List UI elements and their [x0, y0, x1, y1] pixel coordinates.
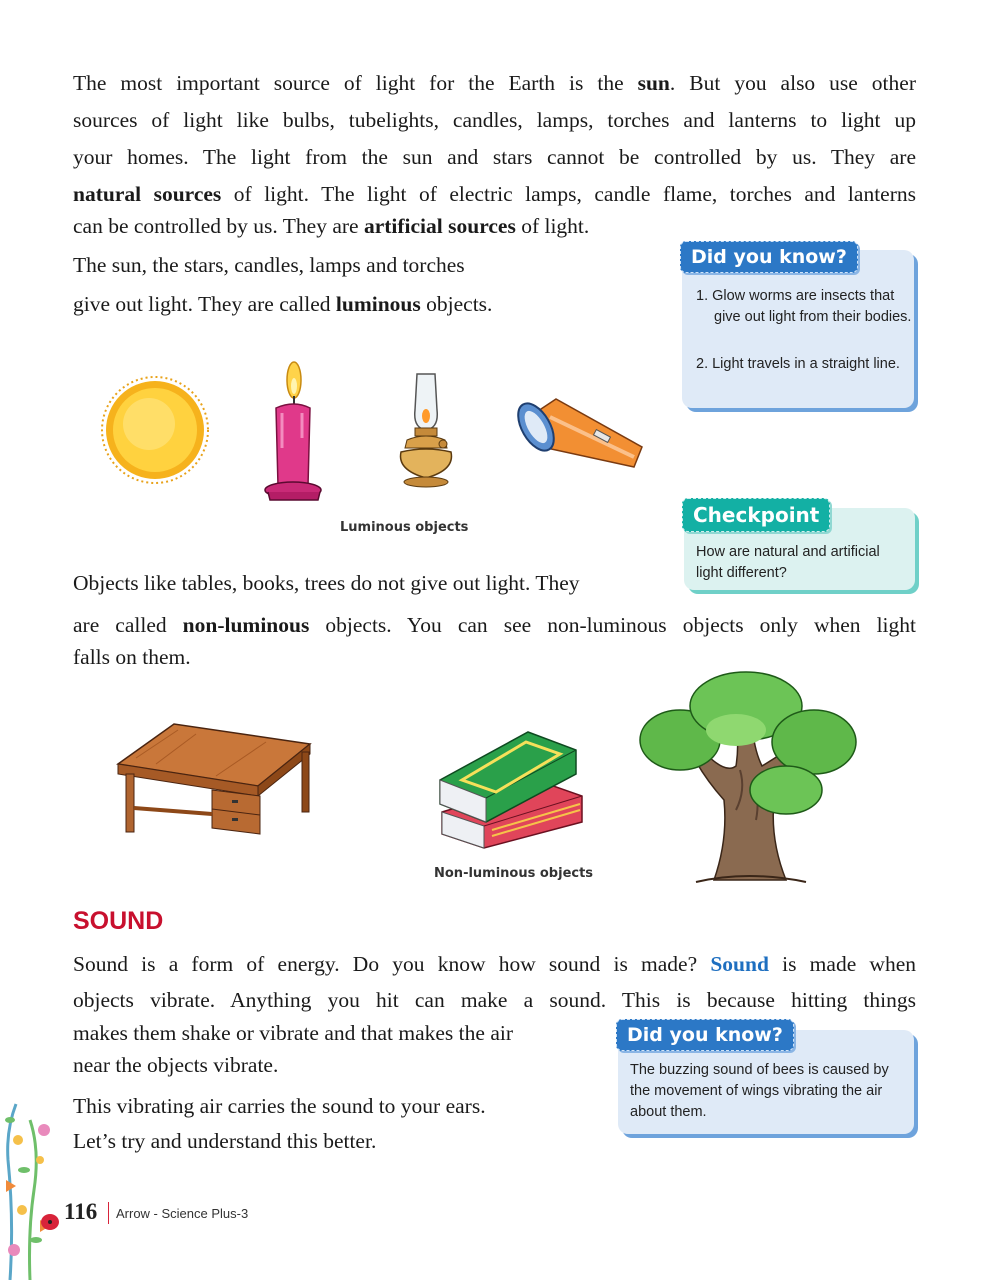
book-title: Arrow - Science Plus-3	[116, 1206, 249, 1221]
intro-line-3: your homes. The light from the sun and stars cannot be controlled by us. They are	[73, 145, 916, 169]
sound-line-4: near the objects vibrate.	[73, 1053, 279, 1077]
table-illustration	[116, 720, 312, 836]
sound-line-3: makes them shake or vibrate and that makes the air	[73, 1021, 513, 1045]
intro-line-5: can be controlled by us. They are artificial sources of light.	[73, 214, 590, 238]
checkpoint-question: How are natural and artificial light different?	[696, 544, 880, 581]
nonluminous-line-1: Objects like tables, books, trees do not give out light. They	[73, 571, 580, 595]
books-illustration	[432, 724, 590, 850]
nonluminous-objects-caption: Non-luminous objects	[434, 866, 594, 881]
intro-line-6: The sun, the stars, candles, lamps and torches	[73, 253, 465, 277]
did-you-know-title-1: Did you know?	[680, 241, 858, 273]
sound-heading: SOUND	[73, 907, 164, 935]
intro-line-4: natural sources of light. The light of electric lamps, candle flame, torches and lanterns	[73, 182, 916, 206]
sound-line-1: Sound is a form of energy. Do you know how sound is made? Sound is made when	[73, 952, 916, 976]
did-you-know-item-2: 2. Light travels in a straight line.	[696, 356, 900, 372]
intro-line-7: give out light. They are called luminous objects.	[73, 292, 493, 316]
torch-illustration	[512, 393, 648, 473]
sound-line-2: objects vibrate. Anything you hit can make a sound. This is because hitting things	[73, 988, 916, 1012]
did-you-know-bee-fact: The buzzing sound of bees is caused by the movement of wings vibrating the air about them.	[630, 1062, 889, 1120]
sound-line-5: This vibrating air carries the sound to your ears.	[73, 1094, 486, 1118]
nonluminous-line-3: falls on them.	[73, 645, 191, 669]
footer-divider	[108, 1202, 109, 1224]
luminous-objects-caption: Luminous objects	[340, 520, 469, 535]
intro-line-2: sources of light like bulbs, tubelights, candles, lamps, torches and lanterns to light up	[73, 108, 916, 132]
nonluminous-line-2: are called non-luminous objects. You can see non-luminous objects only when light	[73, 613, 916, 637]
floral-decoration	[0, 1100, 70, 1280]
checkpoint-title: Checkpoint	[682, 498, 830, 532]
candle-illustration	[262, 358, 330, 506]
intro-line-1: The most important source of light for the Earth is the sun. But you also use other	[73, 71, 916, 95]
tree-illustration	[636, 670, 862, 888]
sun-illustration	[99, 374, 211, 486]
page-number: 116	[64, 1199, 98, 1224]
lantern-illustration	[393, 370, 459, 488]
did-you-know-box-1	[682, 250, 914, 408]
sound-line-6: Let’s try and understand this better.	[73, 1129, 377, 1153]
intro-paragraph	[73, 65, 916, 213]
did-you-know-item-1: 1. Glow worms are insects that give out light from their bodies.	[696, 288, 912, 325]
did-you-know-title-2: Did you know?	[616, 1019, 794, 1051]
